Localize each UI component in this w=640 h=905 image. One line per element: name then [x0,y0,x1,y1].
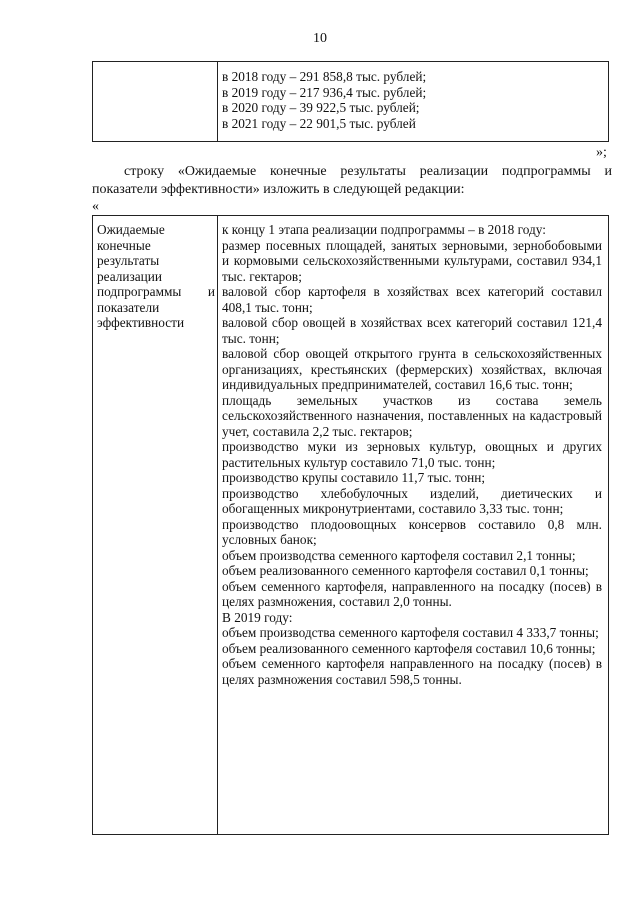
results-item: размер посевных площадей, занятых зерновыми, зернобобовыми и кормовыми сельскохозяйственными культурами, составил 934,1 тыс. гектаров; [222,237,602,284]
closing-quote: »; [596,145,607,160]
label-line: подпрограммы и [97,284,215,299]
results-item: площадь земельных участков из состава земель сельскохозяйственного назначения, поставленных на кадастровый учет, составила 2,2 тыс. гектаров; [222,392,602,439]
label-line: реализации [97,268,162,284]
results-table [92,215,609,835]
funding-line-2019: в 2019 году – 217 936,4 тыс. рублей; [222,84,427,100]
results-item: валовой сбор овощей открытого грунта в сельскохозяйственных организациях, крестьянских (фермерских) хозяйствах, включая индивидуальных предпринимателей, составил 16,6 тыс. тонн; [222,346,602,392]
results-item: производство хлебобулочных изделий, диетических и обогащенных микронутриентами, составило 3,33 тыс. тонн; [222,485,602,516]
label-line: показатели [97,299,160,315]
opening-quote: « [92,199,99,214]
label-line: результаты [97,253,160,268]
results-item: объем реализованного семенного картофеля составил 0,1 тонны; [222,563,589,578]
results-label-cell [97,222,215,331]
results-item: объем производства семенного картофеля составил 4 333,7 тонны; [222,625,599,640]
results-item: объем семенного картофеля, направленного на посадку (посев) в целях размножения, составил 2,0 тонны. [222,578,602,609]
funding-table [92,61,609,142]
table-divider [217,62,218,141]
table-divider [217,216,218,834]
results-item: объем производства семенного картофеля составил 2,1 тонны; [222,547,576,563]
results-item: объем семенного картофеля направленного на посадку (посев) в целях размножения составил 598,5 тонны. [222,656,602,687]
results-item: валовой сбор картофеля в хозяйствах всех категорий составил 408,1 тыс. тонн; [222,284,602,315]
results-content-cell [222,222,602,687]
results-item: производство муки из зерновых культур, овощных и других растительных культур составило 71,0 тыс. тонн; [222,439,602,470]
funding-line-2018: в 2018 году – 291 858,8 тыс. рублей; [222,69,427,84]
page-number: 10 [313,31,327,46]
results-item: валовой сбор овощей в хозяйствах всех категорий составил 121,4 тыс. тонн; [222,315,602,346]
results-item: к концу 1 этапа реализации подпрограммы – в 2018 году: [222,222,546,237]
funding-line-2020: в 2020 году – 39 922,5 тыс. рублей; [222,100,420,115]
instruction-paragraph: строку «Ожидаемые конечные результаты реализации подпрограммы и показатели эффективности» изложить в следующей редакции: [92,164,612,197]
results-item: производство плодоовощных консервов составило 0,8 млн. условных банок; [222,516,602,547]
results-item: производство крупы составило 11,7 тыс. тонн; [222,470,486,485]
label-line: конечные [97,237,151,253]
results-item: В 2019 году: [222,609,293,625]
results-item: объем реализованного семенного картофеля составил 10,6 тонны; [222,640,596,656]
label-line: эффективности [97,315,185,330]
label-line: Ожидаемые [97,222,165,237]
funding-cell [222,69,602,131]
funding-line-2021: в 2021 году – 22 901,5 тыс. рублей [222,115,416,131]
